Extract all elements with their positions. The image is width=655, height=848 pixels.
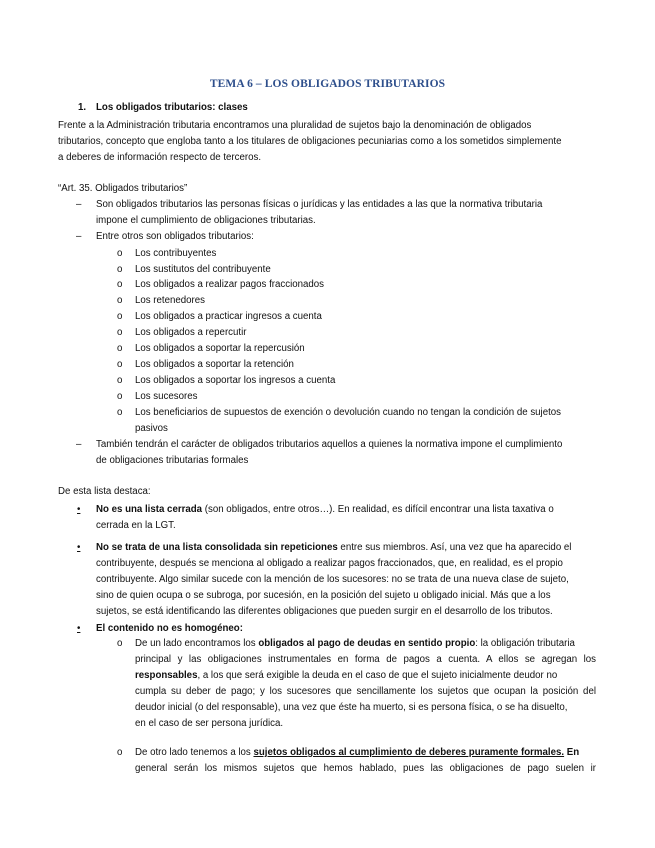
- section-number: 1.: [78, 102, 87, 113]
- dash-marker: –: [76, 231, 82, 242]
- sub-marker: o: [117, 279, 123, 290]
- article-dash3-line2: de obligaciones tributarias formales: [96, 455, 249, 466]
- note-1-line-2: cerrada en la LGT.: [96, 520, 176, 531]
- list-item: Los obligados a soportar la retención: [135, 359, 294, 370]
- bullet-marker: •: [77, 623, 81, 634]
- article-dash1-line1: Son obligados tributarios las personas físicas o jurídicas y las entidades a las que la normativa tributaria: [96, 199, 543, 210]
- list-item: Los sustitutos del contribuyente: [135, 264, 271, 275]
- note-2-rest: entre sus miembros. Así, una vez que ha aparecido el: [337, 542, 572, 553]
- note-3a-line-4: cumpla su deber de pago; y los sucesores que sencillamente los sujetos que ocupan la posición del: [135, 686, 596, 697]
- bullet-marker: •: [77, 542, 81, 553]
- note-1-line-1: [96, 502, 554, 518]
- note-3b-text: De otro lado tenemos a los: [135, 747, 254, 758]
- article-dash1-line2: impone el cumplimiento de obligaciones tributarias.: [96, 215, 316, 226]
- sub-marker: o: [117, 264, 123, 275]
- note-1-rest: (son obligados, entre otros…). En realidad, es difícil encontrar una lista taxativa o: [202, 504, 554, 515]
- sub-marker: o: [117, 747, 123, 758]
- sub-marker: o: [117, 327, 123, 338]
- list-item: Los obligados a repercutir: [135, 327, 247, 338]
- sub-marker: o: [117, 311, 123, 322]
- list-item: Los obligados a practicar ingresos a cuenta: [135, 311, 322, 322]
- note-3a-text: De un lado encontramos los: [135, 638, 259, 649]
- notes-intro: De esta lista destaca:: [58, 486, 151, 497]
- article-dash3-line1: También tendrán el carácter de obligados tributarios aquellos a quienes la normativa impone el cumplimiento: [96, 439, 563, 450]
- intro-line-3: a deberes de información respecto de terceros.: [58, 152, 262, 163]
- intro-line-2: tributarios, concepto que engloba tanto a los titulares de obligaciones pecuniarias como a los sometidos simplemente: [58, 136, 562, 147]
- list-item: Los sucesores: [135, 391, 198, 402]
- sub-marker: o: [117, 638, 123, 649]
- note-3a-line-1: [135, 636, 575, 652]
- note-3a-text: , a los que será exigible la deuda en el caso de que el sujeto inicialmente deudor no: [197, 670, 558, 681]
- bullet-marker: •: [77, 504, 81, 515]
- section-heading: Los obligados tributarios: clases: [96, 102, 248, 113]
- intro-line-1: Frente a la Administración tributaria encontramos una pluralidad de sujetos bajo la denominación de obligados: [58, 120, 532, 131]
- sub-marker: o: [117, 375, 123, 386]
- sub-marker: o: [117, 407, 123, 418]
- note-2-line-5: sujetos, se está identificando las diferentes obligaciones que pueden surgir en el desarrollo de los tributos.: [96, 606, 553, 617]
- note-1-bold: No es una lista cerrada: [96, 504, 203, 515]
- article-title: “Art. 35. Obligados tributarios”: [58, 183, 188, 194]
- list-item: Los obligados a realizar pagos fraccionados: [135, 279, 325, 290]
- list-item: Los obligados a soportar la repercusión: [135, 343, 305, 354]
- list-item: Los obligados a soportar los ingresos a cuenta: [135, 375, 336, 386]
- list-item: Los beneficiarios de supuestos de exención o devolución cuando no tengan la condición de sujetos: [135, 407, 562, 418]
- sub-marker: o: [117, 391, 123, 402]
- note-3a-line-3: [135, 668, 557, 684]
- note-3b-line-2: general serán los mismos sujetos que hemos hablado, pues las obligaciones de pago suelen ir: [135, 763, 596, 774]
- list-item-continuation: pasivos: [135, 423, 168, 434]
- note-3a-line-5: deudor inicial (o del responsable), una vez que éste ha muerto, si es persona física, o se ha disuelto,: [135, 702, 568, 713]
- note-3a-text: : la obligación tributaria: [475, 638, 575, 649]
- note-2-line-1: [96, 540, 571, 556]
- note-3b-bold: sujetos obligados al cumplimiento de deberes puramente formales.: [253, 747, 565, 758]
- note-3a-line-2: principal y las obligaciones instrumentales en forma de pagos a cuenta. A ellos se agregan los: [135, 654, 596, 665]
- sub-marker: o: [117, 248, 123, 259]
- note-2-line-4: sino de quien ocupa o se subroga, por sucesión, en la posición del sujeto u obligado inicial. Más que a los: [96, 590, 551, 601]
- sub-marker: o: [117, 295, 123, 306]
- sub-marker: o: [117, 359, 123, 370]
- note-2-bold: No se trata de una lista consolidada sin repeticiones: [96, 542, 338, 553]
- note-2-line-3: contribuyente. Algo similar sucede con la mención de los sucesores: no se trata de una nueva clase de sujeto,: [96, 574, 569, 585]
- article-dash2: Entre otros son obligados tributarios:: [96, 231, 254, 242]
- list-item: Los retenedores: [135, 295, 206, 306]
- dash-marker: –: [76, 439, 82, 450]
- note-3a-line-6: en el caso de ser persona jurídica.: [135, 718, 284, 729]
- note-3b-line-1: [135, 745, 579, 761]
- list-item: Los contribuyentes: [135, 248, 217, 259]
- note-3-heading: El contenido no es homogéneo:: [96, 623, 243, 634]
- sub-marker: o: [117, 343, 123, 354]
- note-2-line-2: contribuyente, después se menciona al obligado a realizar pagos fraccionados, que, en realidad, es el propio: [96, 558, 563, 569]
- note-3a-bold: responsables: [135, 670, 198, 681]
- page-title: TEMA 6 – LOS OBLIGADOS TRIBUTARIOS: [209, 78, 446, 90]
- note-3a-bold: obligados al pago de deudas en sentido propio: [258, 638, 476, 649]
- note-3b-text: En: [564, 747, 580, 758]
- dash-marker: –: [76, 199, 82, 210]
